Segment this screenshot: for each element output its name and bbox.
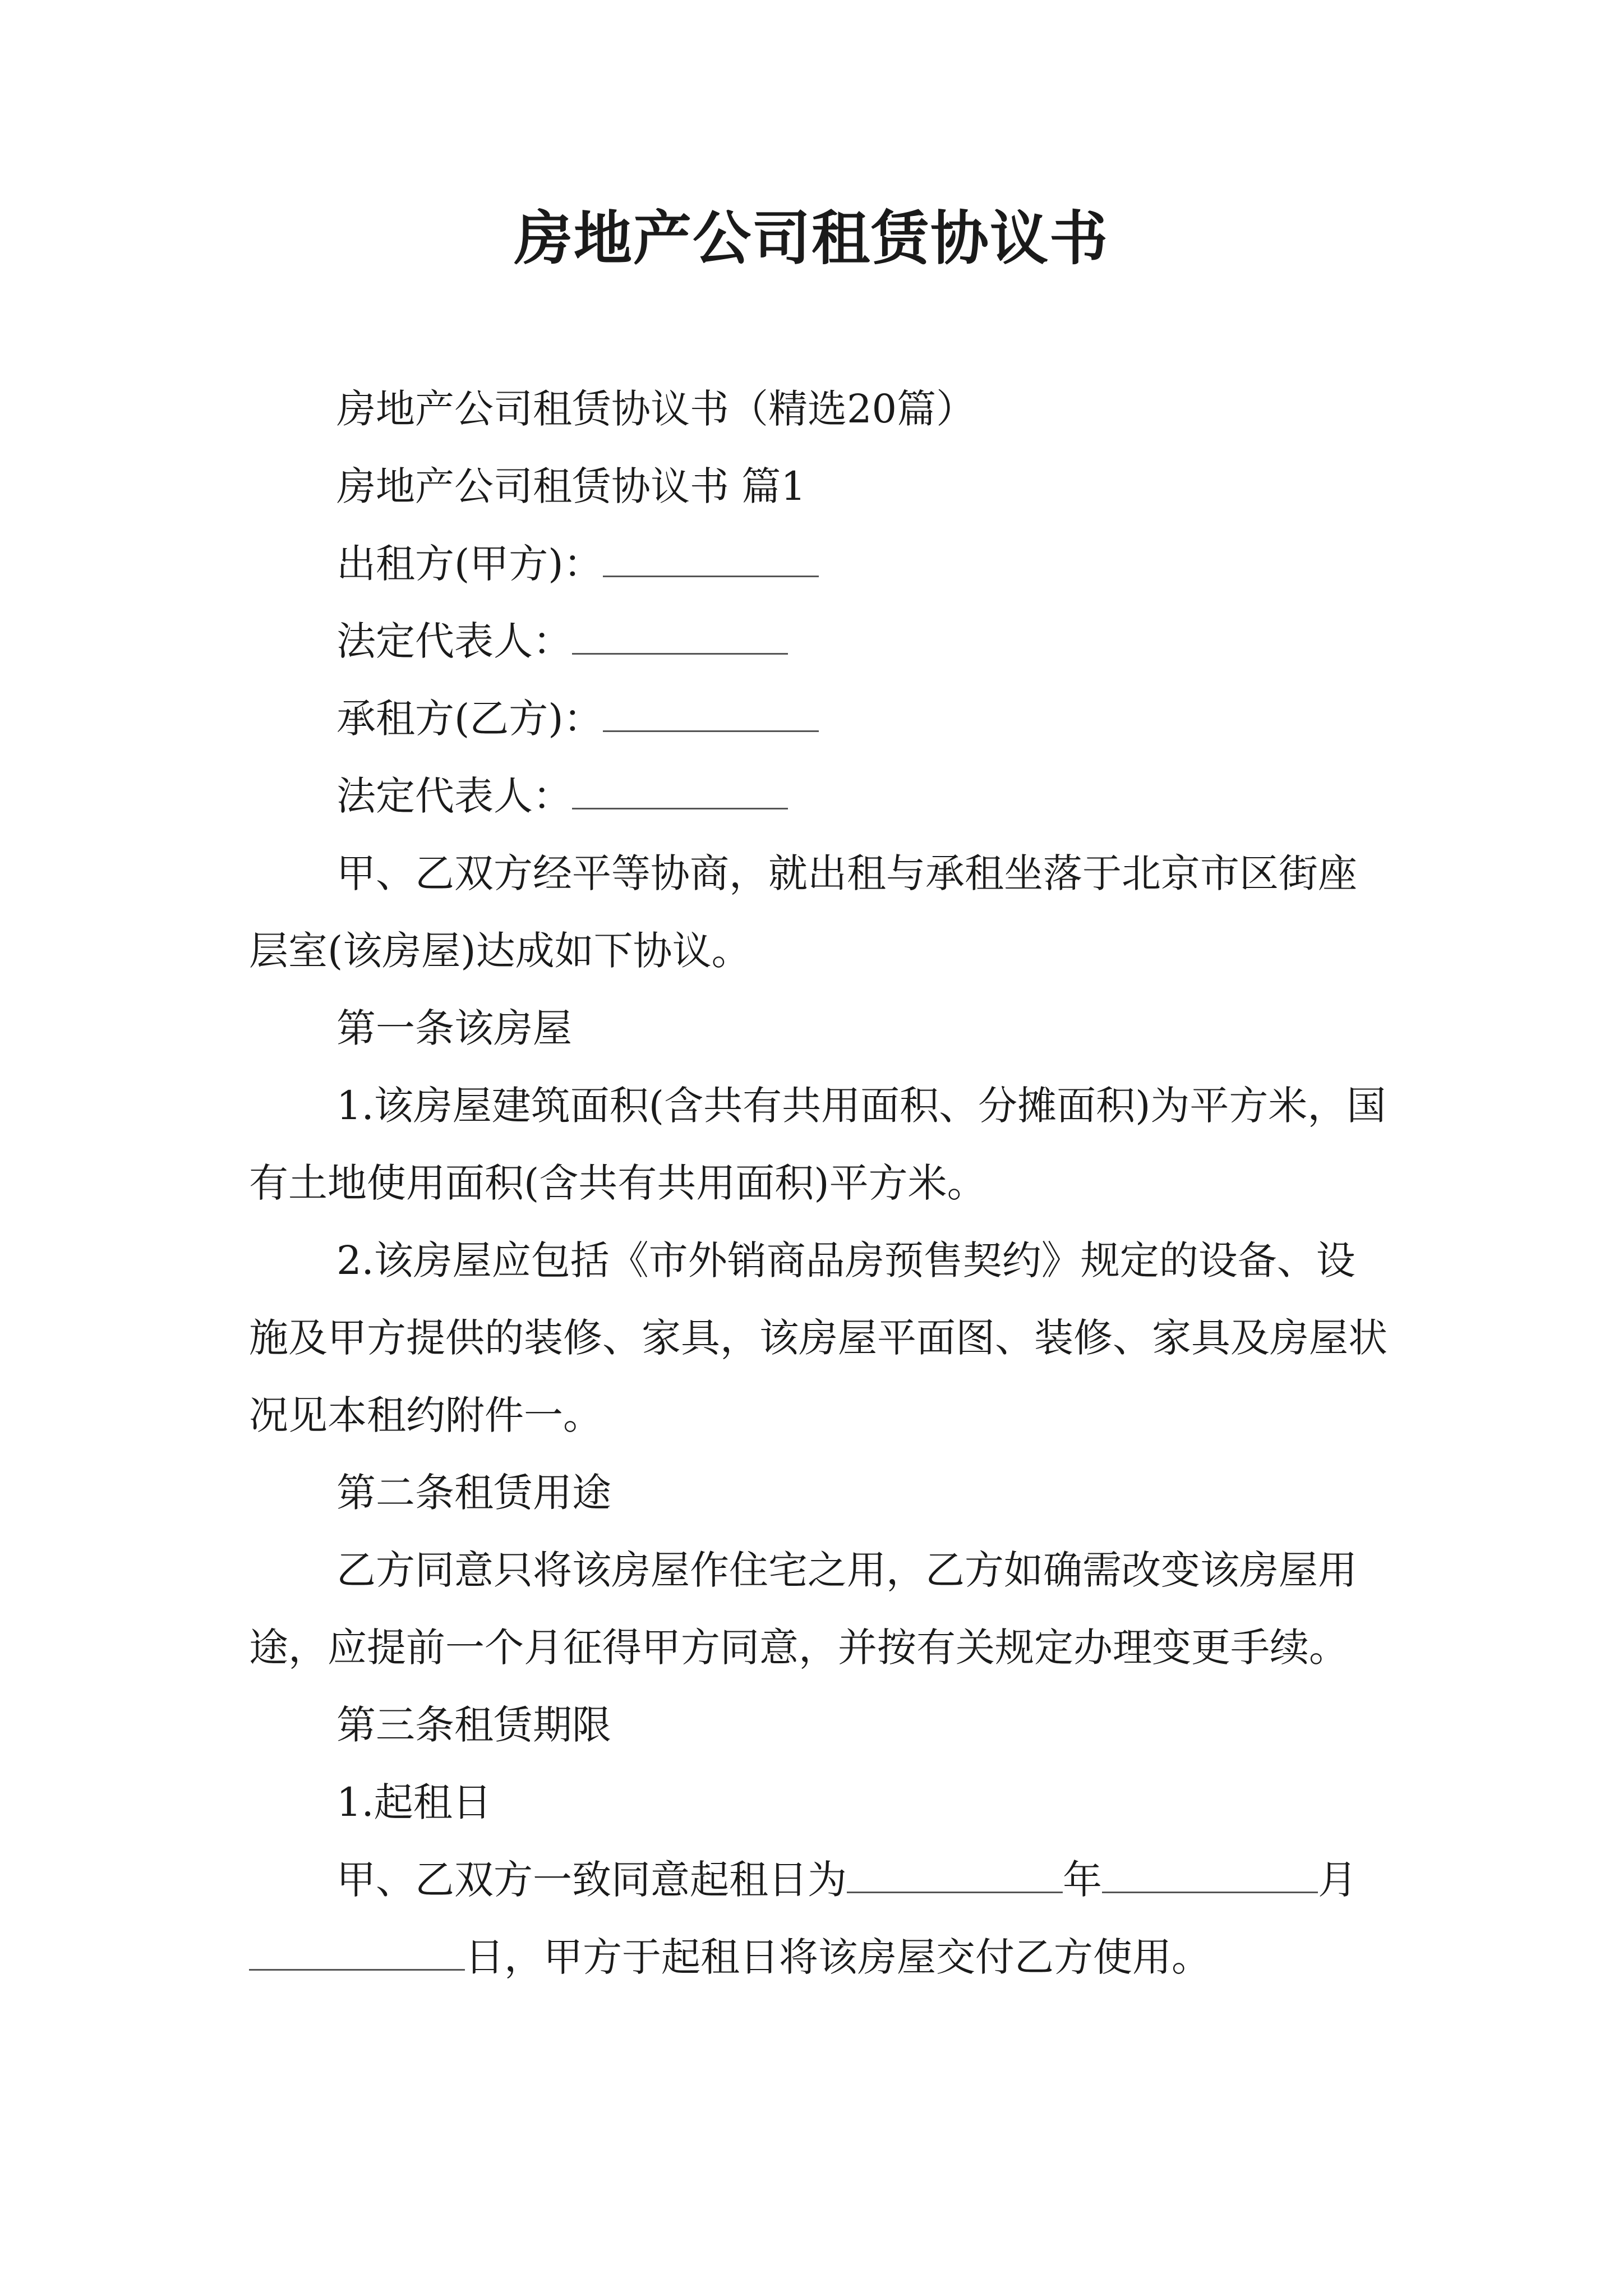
start-date-text-1: 甲、乙双方一致同意起租日为 xyxy=(336,1857,847,1903)
article-1-heading: 第一条该房屋 xyxy=(336,1005,572,1051)
article-3-heading: 第三条租赁期限 xyxy=(336,1702,611,1748)
start-month-blank xyxy=(1102,1858,1318,1893)
lessor-rep-blank xyxy=(572,619,788,655)
start-day-blank xyxy=(249,1935,465,1971)
lessee-rep-blank xyxy=(572,774,788,809)
lessee-rep-label: 法定代表人： xyxy=(336,773,572,819)
article-1-clause-1: 1.该房屋建筑面积(含共有共用面积、分摊面积)为平方米，国有土地使用面积(含共有共用面积)平方米。 xyxy=(249,1083,1386,1206)
article-2-heading: 第二条租赁用途 xyxy=(336,1470,611,1516)
start-date-text-2: 日，甲方于起租日将该房屋交付乙方使用。 xyxy=(465,1934,1211,1980)
section-heading: 房地产公司租赁协议书 篇1 xyxy=(336,463,806,509)
month-label: 月 xyxy=(1318,1857,1357,1903)
start-date-paragraph xyxy=(249,1841,1387,1996)
lessor-rep-field xyxy=(249,602,1387,680)
lessee-field xyxy=(249,680,1387,757)
subtitle-paragraph: 房地产公司租赁协议书（精选20篇） xyxy=(336,386,976,432)
lessee-label: 承租方(乙方)： xyxy=(336,696,603,742)
article-3-clause-1: 1.起租日 xyxy=(336,1779,492,1825)
article-2-body: 乙方同意只将该房屋作住宅之用，乙方如确需改变该房屋用途，应提前一个月征得甲方同意，并按有关规定办理变更手续。 xyxy=(249,1547,1357,1671)
lessor-blank xyxy=(603,542,819,577)
lessee-rep-field xyxy=(249,757,1387,835)
lessor-rep-label: 法定代表人： xyxy=(336,618,572,664)
lessor-field xyxy=(249,525,1387,602)
article-1-clause-2: 2.该房屋应包括《市外销商品房预售契约》规定的设备、设施及甲方提供的装修、家具，该房屋平面图、装修、家具及房屋状况见本租约附件一。 xyxy=(249,1237,1387,1438)
document-body xyxy=(249,370,1387,1996)
document-title: 房地产公司租赁协议书 xyxy=(514,204,1109,273)
intro-paragraph: 甲、乙双方经平等协商，就出租与承租坐落于北京市区街座层室(该房屋)达成如下协议。 xyxy=(249,850,1357,974)
start-year-blank xyxy=(847,1858,1063,1893)
year-label: 年 xyxy=(1063,1857,1102,1903)
lessee-blank xyxy=(603,697,819,732)
lessor-label: 出租方(甲方)： xyxy=(336,541,603,587)
